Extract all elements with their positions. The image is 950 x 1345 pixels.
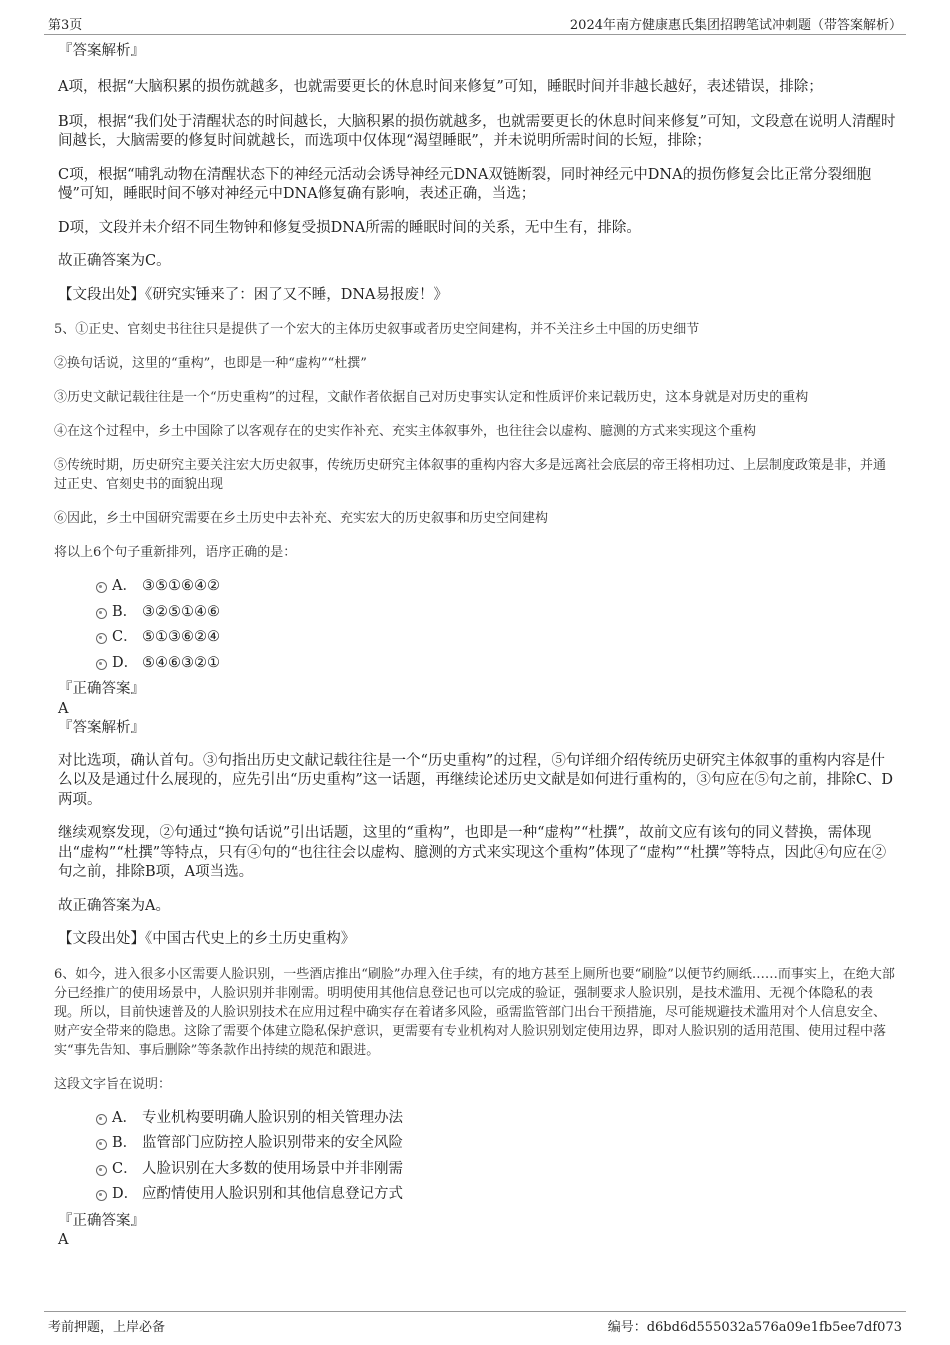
q6-option-c[interactable]: C． 人脸识别在大多数的使用场景中并非刚需 xyxy=(54,1157,896,1183)
q6-option-d[interactable]: D． 应酌情使用人脸识别和其他信息登记方式 xyxy=(54,1182,896,1208)
page-footer xyxy=(44,1311,906,1336)
q5-analysis-1: 对比选项，确认首句。③句指出历史文献记载往往是一个“历史重构”的过程，⑤句详细介绍传统历史研究主体叙事的重构内容是什么以及是通过什么展现的，应先引出“历史重构”这一话题，再继续论述历史文献是如何进行重构的，③句应在⑤句之前，排除C、D两项。 xyxy=(58,752,894,808)
radio-button-icon[interactable] xyxy=(96,633,107,644)
q5-option-b[interactable]: B． ③②⑤①④⑥ xyxy=(54,600,896,626)
radio-button-icon[interactable] xyxy=(96,608,107,619)
q6-answer: A xyxy=(58,1232,69,1248)
footer-slogan: 考前押题，上岸必备 xyxy=(48,1320,166,1335)
analysis-paragraph-c: C项，根据“哺乳动物在清醒状态下的神经元活动会诱导神经元DNA双链断裂，同时神经元中DNA的损伤修复会比正常分裂细胞慢”可知，睡眠时间不够对神经元中DNA修复确有影响，表述正确，当选； xyxy=(58,166,872,202)
q5-prompt: 将以上6个句子重新排列，语序正确的是： xyxy=(54,545,297,560)
q5-option-c[interactable]: C． ⑤①③⑥②④ xyxy=(54,625,896,651)
analysis-label: 『答案解析』 xyxy=(58,43,145,59)
q5-sentence-2: ②换句话说，这里的“重构”，也即是一种“虚构”“杜撰” xyxy=(54,356,367,371)
q5-conclusion: 故正确答案为A。 xyxy=(58,897,170,914)
q5-sentence-3: ③历史文献记载往往是一个“历史重构”的过程，文献作者依据自己对历史事实认定和性质评价来记载历史，这本身就是对历史的重构 xyxy=(54,390,809,405)
q5-sentence-5: ⑤传统时期，历史研究主要关注宏大历史叙事，传统历史研究主体叙事的重构内容大多是远离社会底层的帝王将相功过、上层制度政策是非，并通过正史、官刻史书的面貌出现 xyxy=(54,458,887,492)
q6-answer-label: 『正确答案』 xyxy=(58,1212,145,1229)
page-number: 第3页 xyxy=(48,18,83,33)
q6-option-b[interactable]: B． 监管部门应防控人脸识别带来的安全风险 xyxy=(54,1131,896,1157)
q5-answer-label: 『正确答案』 xyxy=(58,681,145,697)
analysis-paragraph-d: D项，文段并未介绍不同生物钟和修复受损DNA所需的睡眠时间的关系，无中生有，排除。 xyxy=(58,219,641,236)
q5-sentence-6: ⑥因此，乡土中国研究需要在乡土历史中去补充、充实宏大的历史叙事和历史空间建构 xyxy=(54,511,549,526)
document-title: 2024年南方健康惠氏集团招聘笔试冲刺题（带答案解析） xyxy=(569,18,902,33)
radio-button-icon[interactable] xyxy=(96,1190,107,1201)
radio-button-icon[interactable] xyxy=(96,1114,107,1125)
q6-stem: 6、如今，进入很多小区需要人脸识别，一些酒店推出“刷脸”办理入住手续，有的地方甚至上厕所也要“刷脸”以便节约厕纸……而事实上，在绝大部分已经推广的使用场景中，人脸识别并非刚需。明明使用其他信息登记也可以完成的验证，强制要求人脸识别，是技术滥用、无视个体隐私的表现。所以，目前快速普及的人脸识别技术在应用过程中确实存在着诸多风险，亟需监管部门出台干预措施，尽可能规避技术滥用对个人信息安全、财产安全带来的隐患。这除了需要个体建立隐私保护意识，更需要有专业机构对人脸识别划定使用边界，即对人脸识别的适用范围、使用过程中落实“事先告知、事后删除”等条款作出持续的规范和跟进。 xyxy=(54,966,895,1058)
analysis-paragraph-a: A项，根据“大脑积累的损伤就越多，也就需要更长的休息时间来修复”可知，睡眠时间并非越长越好，表述错误，排除； xyxy=(58,79,823,95)
radio-button-icon[interactable] xyxy=(96,582,107,593)
q6-prompt: 这段文字旨在说明： xyxy=(54,1076,172,1092)
q5-option-a[interactable]: A． ③⑤①⑥④② xyxy=(54,574,896,600)
analysis-paragraph-b: B项，根据“我们处于清醒状态的时间越长，大脑积累的损伤就越多，也就需要更长的休息时间来修复”可知，文段意在说明人清醒时间越长，大脑需要的修复时间就越长，而选项中仅体现“渴望睡眠”，并未说明所需时间的长短，排除； xyxy=(58,113,896,149)
q5-sentence-1: 5、①正史、官刻史书往往只是提供了一个宏大的主体历史叙事或者历史空间建构，并不关注乡土中国的历史细节 xyxy=(54,322,700,337)
q5-options xyxy=(54,574,896,676)
page-header xyxy=(44,14,906,35)
q5-answer: A xyxy=(58,700,69,717)
q5-option-d[interactable]: D． ⑤④⑥③②① xyxy=(54,651,896,677)
q6-options xyxy=(54,1106,896,1208)
q5-analysis-2: 继续观察发现，②句通过“换句话说”引出话题，这里的“重构”，也即是一种“虚构”“杜撰”，故前文应有该句的同义替换，需体现出“虚构”“杜撰”等特点，只有④句的“也往往会以虚构、臆测的方式来实现这个重构”体现了“虚构”“杜撰”等特点，因此④句应在②句之前，排除B项，A项当选。 xyxy=(58,825,887,880)
radio-button-icon[interactable] xyxy=(96,1165,107,1176)
q5-analysis-label: 『答案解析』 xyxy=(58,720,145,736)
q6-option-a[interactable]: A． 专业机构要明确人脸识别的相关管理办法 xyxy=(54,1106,896,1132)
q5-source-citation: 【文段出处】《中国古代史上的乡土历史重构》 xyxy=(58,931,356,947)
source-citation: 【文段出处】《研究实锤来了：困了又不睡，DNA易报废！》 xyxy=(58,286,449,303)
radio-button-icon[interactable] xyxy=(96,659,107,670)
radio-button-icon[interactable] xyxy=(96,1139,107,1150)
document-id: 编号：d6bd6d555032a576a09e1fb5ee7df073 xyxy=(607,1320,902,1335)
page-content xyxy=(54,42,896,1251)
conclusion: 故正确答案为C。 xyxy=(58,253,171,269)
q5-sentence-4: ④在这个过程中，乡土中国除了以客观存在的史实作补充、充实主体叙事外，也往往会以虚构、臆测的方式来实现这个重构 xyxy=(54,424,757,439)
